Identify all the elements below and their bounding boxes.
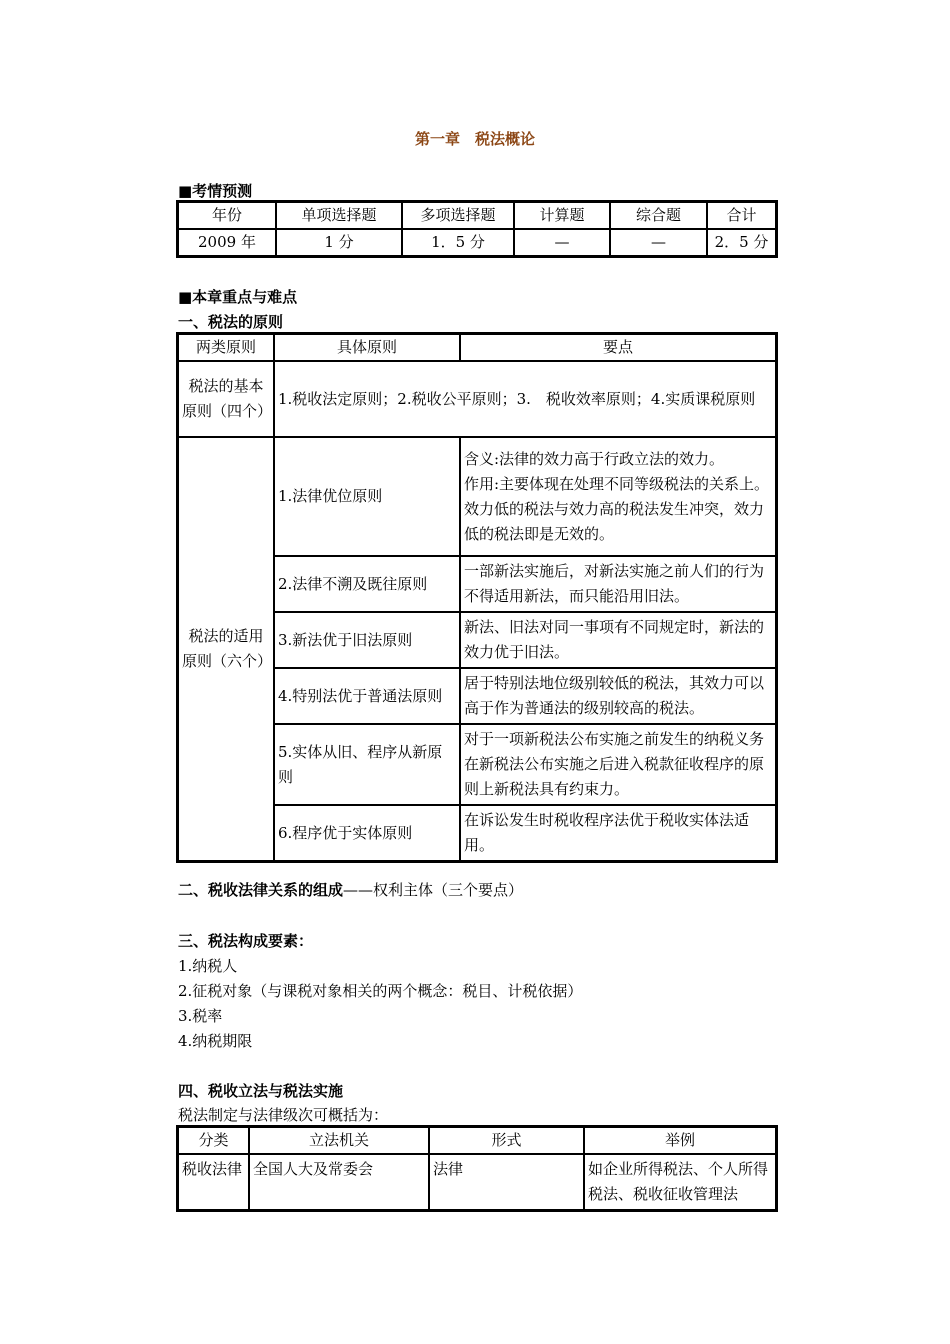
principle-points-cell: 对于一项新税法公布实施之前发生的纳税义务在新税法公布实施之后进入税款征收程序的原则上新税法具有约束力。 [460, 724, 776, 805]
list-item: 1.纳税人 [178, 957, 238, 975]
chapter-title: 第一章 税法概论 [414, 130, 535, 148]
table-header-row [178, 334, 776, 361]
header-cell: 形式 [429, 1127, 584, 1154]
table-header-row [178, 202, 776, 229]
table-row [178, 1154, 776, 1210]
principle-name-cell: 3.新法优于旧法原则 [274, 612, 460, 668]
principle-name-cell: 1.法律优位原则 [274, 437, 460, 556]
table-cell: — [610, 229, 707, 256]
section-2-title: 二、税收法律关系的组成 [178, 881, 344, 899]
principles-table [176, 332, 778, 863]
table-cell: 1 分 [276, 229, 402, 256]
point-line: 含义:法律的效力高于行政立法的效力。 [464, 449, 725, 468]
legislation-table [176, 1125, 778, 1212]
applied-principle-row [178, 437, 776, 556]
table-cell: 税收法律 [178, 1154, 249, 1210]
principle-points-cell: 一部新法实施后，对新法实施之前人们的行为不得适用新法，而只能沿用旧法。 [460, 556, 776, 612]
table-cell: — [514, 229, 610, 256]
table-cell: 2009 年 [178, 229, 276, 256]
list-item: 4.纳税期限 [178, 1032, 253, 1050]
header-cell: 要点 [460, 334, 776, 361]
principle-points-cell: 新法、旧法对同一事项有不同规定时，新法的效力优于旧法。 [460, 612, 776, 668]
table-cell: 1．5 分 [402, 229, 514, 256]
exam-forecast-table [176, 200, 778, 258]
header-cell: 具体原则 [274, 334, 460, 361]
key-points-heading: ■本章重点与难点 [178, 288, 298, 306]
principle-name-cell: 4.特别法优于普通法原则 [274, 668, 460, 724]
table-cell: 全国人大及常委会 [249, 1154, 429, 1210]
header-cell: 多项选择题 [402, 202, 514, 229]
header-cell: 综合题 [610, 202, 707, 229]
table-header-row [178, 1127, 776, 1154]
content-cell: 1.税收法定原则；2.税收公平原则；3. 税收效率原则；4.实质课税原则 [274, 361, 776, 437]
section-4-heading: 四、税收立法与税法实施 [178, 1082, 344, 1100]
principle-name-cell: 2.法律不溯及既往原则 [274, 556, 460, 612]
table-cell: 如企业所得税法、个人所得税法、税收征收管理法 [584, 1154, 776, 1210]
category-cell: 税法的基本原则（四个） [178, 361, 274, 437]
section-3-heading: 三、税法构成要素： [178, 932, 314, 950]
principle-name-cell: 5.实体从旧、程序从新原则 [274, 724, 460, 805]
header-cell: 年份 [178, 202, 276, 229]
table-cell: 2．5 分 [707, 229, 776, 256]
principle-points-cell: 在诉讼发生时税收程序法优于税收实体法适用。 [460, 805, 776, 861]
table-row [178, 229, 776, 256]
section-2-heading [178, 879, 523, 900]
header-cell: 两类原则 [178, 334, 274, 361]
principle-points-cell: 居于特别法地位级别较低的税法，其效力可以高于作为普通法的级别较高的税法。 [460, 668, 776, 724]
category-cell: 税法的适用原则（六个） [178, 437, 274, 861]
point-line: 作用:主要体现在处理不同等级税法的关系上。 [464, 474, 770, 493]
section-1-heading: 一、税法的原则 [178, 313, 284, 331]
section-2-subtitle: ——权利主体（三个要点） [343, 881, 524, 899]
principle-name-cell: 6.程序优于实体原则 [274, 805, 460, 861]
header-cell: 计算题 [514, 202, 610, 229]
header-cell: 合计 [707, 202, 776, 229]
table-cell: 法律 [429, 1154, 584, 1210]
header-cell: 举例 [584, 1127, 776, 1154]
header-cell: 立法机关 [249, 1127, 429, 1154]
point-line: 效力低的税法与效力高的税法发生冲突，效力低的税法即是无效的。 [464, 499, 765, 543]
exam-forecast-heading: ■考情预测 [178, 182, 253, 200]
list-item: 2.征税对象（与课税对象相关的两个概念：税目、计税依据） [178, 982, 583, 1000]
principle-points-cell [460, 437, 776, 556]
header-cell: 分类 [178, 1127, 249, 1154]
list-item: 3.税率 [178, 1007, 223, 1025]
basic-principles-row [178, 361, 776, 437]
section-4-intro: 税法制定与法律级次可概括为： [178, 1106, 389, 1124]
header-cell: 单项选择题 [276, 202, 402, 229]
